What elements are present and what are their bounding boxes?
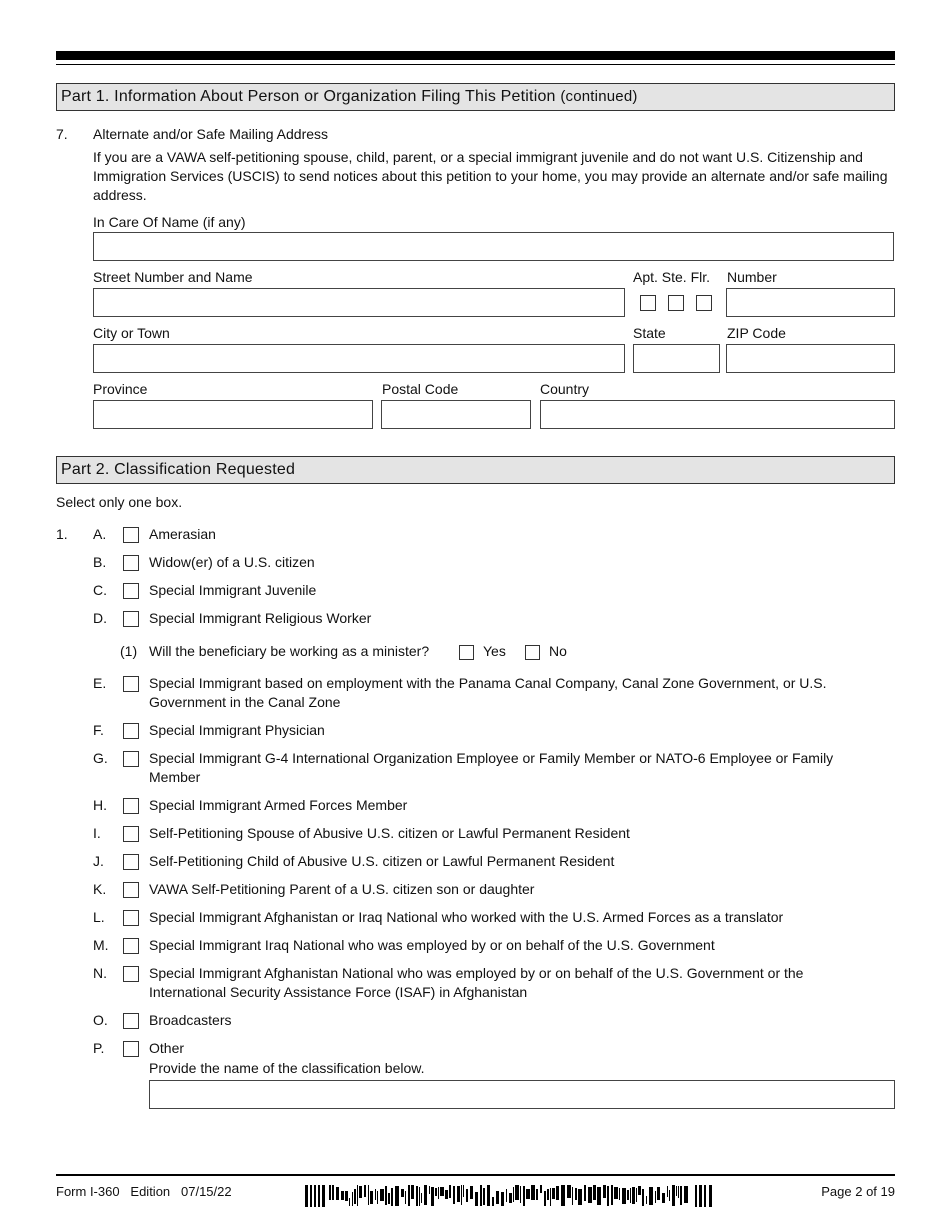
subquestion-number: (1) [120,643,138,659]
form-edition: Form I-360 Edition 07/15/22 [56,1184,232,1199]
part1-header-title: Part 1. Information About Person or Organization Filing This Petition [61,88,556,105]
province-label: Province [93,381,148,397]
option-letter: P. [93,1040,105,1056]
city-label: City or Town [93,325,170,341]
unit-type-label: Apt. Ste. Flr. [633,269,711,285]
option-label: Other [149,1040,185,1056]
city-input[interactable] [93,344,625,373]
option-label: Self-Petitioning Child of Abusive U.S. citizen or Lawful Permanent Resident [149,853,615,869]
part1-header-suffix: (continued) [560,88,638,105]
option-checkbox-spouse-abusive[interactable] [123,826,139,842]
option-letter: D. [93,610,107,626]
option-checkbox-broadcasters[interactable] [123,1013,139,1029]
option-label: Special Immigrant Afghanistan National who was employed by or on behalf of the U.S. Government or the [149,965,804,981]
option-letter: O. [93,1012,108,1028]
option-letter: N. [93,965,107,981]
option-checkbox-widower[interactable] [123,555,139,571]
option-letter: J. [93,853,104,869]
option-letter: B. [93,554,107,570]
option-checkbox-panama-canal[interactable] [123,676,139,692]
option-checkbox-physician[interactable] [123,723,139,739]
country-label: Country [540,381,590,397]
option-checkbox-religious-worker[interactable] [123,611,139,627]
select-one-instruction: Select only one box. [56,494,183,510]
option-letter: F. [93,722,104,738]
option-checkbox-iraq-national[interactable] [123,938,139,954]
minister-yes-checkbox[interactable] [459,645,474,660]
other-instruction: Provide the name of the classification below. [149,1060,425,1076]
item-instructions: If you are a VAWA self-petitioning spouse, child, parent, or a special immigrant juvenile and do not want U.S. Citizenship and Immigration Services (USCIS) to send notices about this petition to your home, you may provide an alternate and/or safe mailing address. [93,149,888,203]
top-rule-thin [56,64,895,65]
option-label: Special Immigrant Religious Worker [149,610,372,626]
street-label: Street Number and Name [93,269,253,285]
postal-code-label: Postal Code [382,381,459,397]
option-label-line2: Member [149,769,201,785]
option-label: Special Immigrant Iraq National who was employed by or on behalf of the U.S. Government [149,937,715,953]
option-label: Amerasian [149,526,216,542]
option-checkbox-armed-forces[interactable] [123,798,139,814]
zip-label: ZIP Code [727,325,786,341]
item-title: Alternate and/or Safe Mailing Address [93,126,329,142]
option-label: Special Immigrant Afghanistan or Iraq National who worked with the U.S. Armed Forces as a translator [149,909,784,925]
number-label: Number [727,269,777,285]
number-input[interactable] [726,288,895,317]
option-checkbox-child-abusive[interactable] [123,854,139,870]
minister-no-checkbox[interactable] [525,645,540,660]
top-rule-thick [56,51,895,60]
item-number: 7. [56,126,68,142]
state-label: State [633,325,666,341]
subquestion-label: Will the beneficiary be working as a minister? [149,643,430,659]
option-letter: I. [93,825,101,841]
option-label-line2: Government in the Canal Zone [149,694,341,710]
ste-checkbox[interactable] [668,295,684,311]
part1-header [56,83,895,111]
option-label: VAWA Self-Petitioning Parent of a U.S. citizen son or daughter [149,881,535,897]
postal-code-input[interactable] [381,400,531,429]
minister-yes-label: Yes [483,643,506,659]
option-letter: A. [93,526,107,542]
flr-checkbox[interactable] [696,295,712,311]
option-checkbox-afghanistan-national[interactable] [123,966,139,982]
option-letter: K. [93,881,107,897]
option-label: Special Immigrant Juvenile [149,582,317,598]
option-label: Broadcasters [149,1012,232,1028]
option-checkbox-vawa-parent[interactable] [123,882,139,898]
option-checkbox-g4-nato6[interactable] [123,751,139,767]
minister-no-label: No [549,643,567,659]
barcode-icon [305,1185,713,1207]
option-label: Widow(er) of a U.S. citizen [149,554,315,570]
option-checkbox-translator[interactable] [123,910,139,926]
option-label: Self-Petitioning Spouse of Abusive U.S. citizen or Lawful Permanent Resident [149,825,630,841]
option-label: Special Immigrant Armed Forces Member [149,797,408,813]
option-letter: L. [93,909,105,925]
page-number: Page 2 of 19 [821,1184,895,1199]
province-input[interactable] [93,400,373,429]
state-select[interactable] [633,344,720,373]
street-input[interactable] [93,288,625,317]
option-label: Special Immigrant Physician [149,722,325,738]
part2-header: Part 2. Classification Requested [56,456,895,484]
option-letter: E. [93,675,107,691]
option-checkbox-amerasian[interactable] [123,527,139,543]
zip-input[interactable] [726,344,895,373]
option-letter: C. [93,582,107,598]
in-care-of-input[interactable] [93,232,894,261]
footer-rule [56,1174,895,1176]
in-care-of-label: In Care Of Name (if any) [93,214,246,230]
option-label-line2: International Security Assistance Force (ISAF) in Afghanistan [149,984,528,1000]
option-label: Special Immigrant G-4 International Organization Employee or Family Member or NATO-6 Employee or Family [149,750,834,766]
option-label: Special Immigrant based on employment with the Panama Canal Company, Canal Zone Government, or U.S. [149,675,827,691]
option-letter: H. [93,797,107,813]
item-number: 1. [56,526,68,542]
option-letter: M. [93,937,109,953]
other-classification-input[interactable] [149,1080,895,1109]
option-checkbox-juvenile[interactable] [123,583,139,599]
option-checkbox-other[interactable] [123,1041,139,1057]
country-input[interactable] [540,400,895,429]
apt-checkbox[interactable] [640,295,656,311]
option-letter: G. [93,750,108,766]
